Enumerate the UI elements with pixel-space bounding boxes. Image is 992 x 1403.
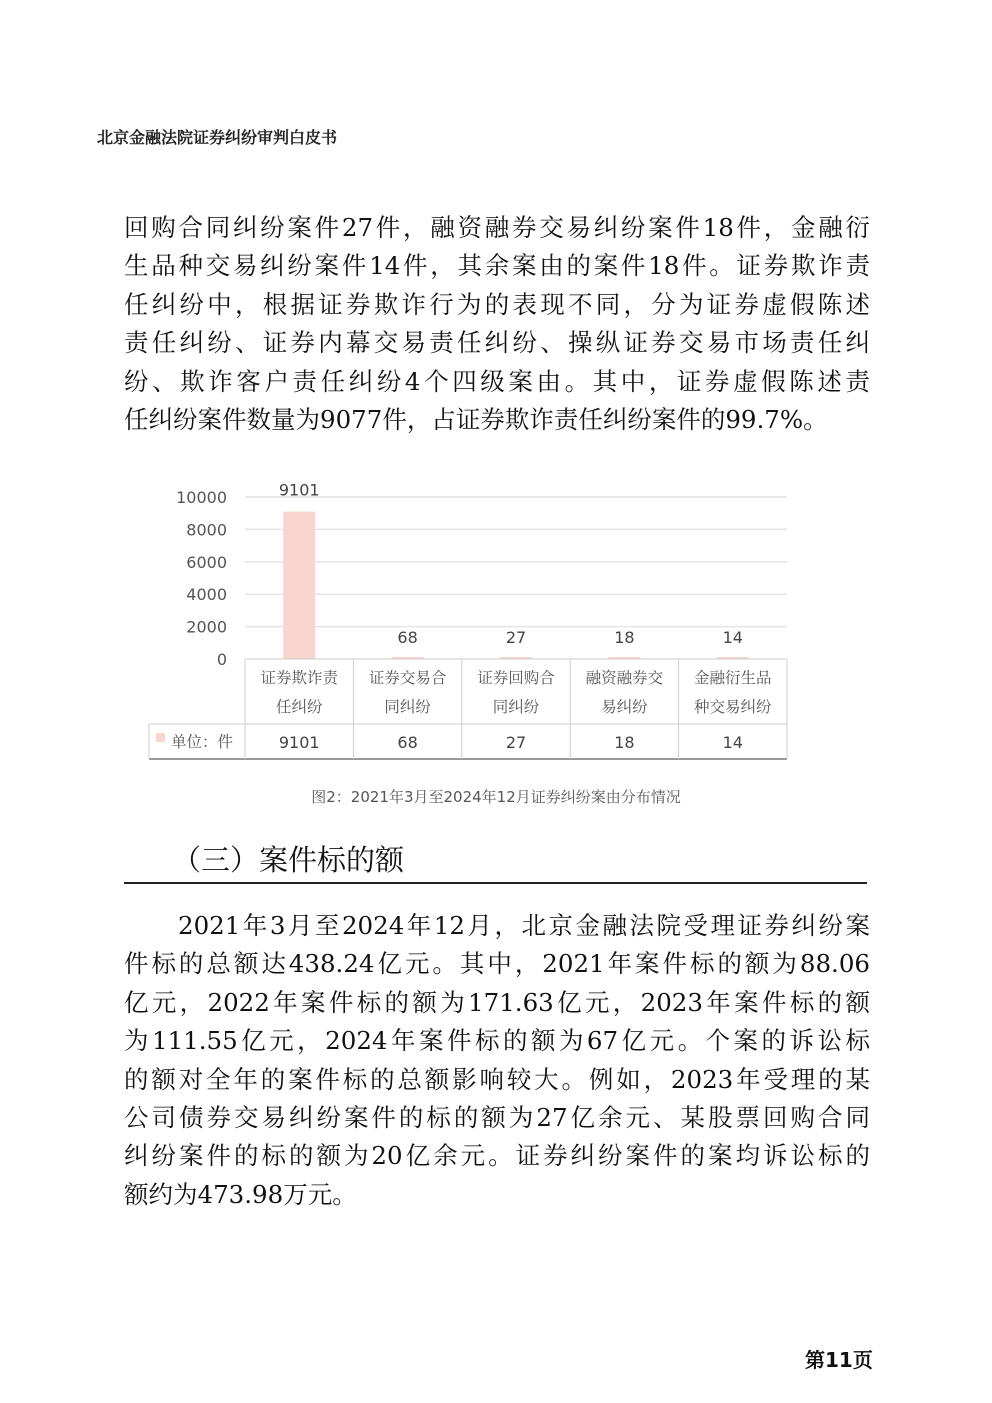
- heading-divider: [124, 882, 867, 884]
- bar: [283, 512, 315, 659]
- category-label: 金融衍生品: [694, 669, 772, 687]
- table-value: 18: [614, 733, 635, 752]
- text-line: 件标的总额达438.24亿元。其中，2021年案件标的额为88.06: [124, 949, 870, 979]
- category-label: 证券欺诈责: [260, 669, 338, 687]
- text-line: 任纠纷中，根据证券欺诈行为的表现不同，分为证券虚假陈述: [124, 289, 870, 319]
- text-line: 的额对全年的案件标的总额影响较大。例如，2023年受理的某: [124, 1064, 870, 1094]
- y-tick-label: 2000: [186, 617, 227, 637]
- data-label: 27: [505, 628, 527, 647]
- category-label: 易纠纷: [601, 698, 648, 716]
- text-line: 回购合同纠纷案件27件，融资融券交易纠纷案件18件，金融衍: [124, 213, 870, 242]
- paragraph-claim-amount: [124, 907, 870, 1214]
- text-line: 生品种交易纠纷案件14件，其余案由的案件18件。证券欺诈责: [124, 251, 870, 281]
- page-number: 第11页: [805, 1348, 873, 1372]
- y-tick-label: 10000: [176, 488, 227, 507]
- table-value: 14: [722, 733, 743, 752]
- table-value: 9101: [278, 733, 320, 752]
- legend-label: 单位：件: [171, 733, 234, 751]
- text-line: 纠纷案件的标的额为20亿余元。证券纠纷案件的案均诉讼标的: [124, 1141, 870, 1171]
- text-line: 公司债券交易纠纷案件的标的额为27亿余元、某股票回购合同: [124, 1102, 870, 1132]
- category-label: 任纠纷: [275, 698, 323, 716]
- text-line: 亿元，2022年案件标的额为171.63亿元，2023年案件标的额: [124, 987, 870, 1017]
- data-label: 14: [722, 628, 743, 647]
- data-label: 18: [614, 628, 635, 647]
- figure-caption: 图2：2021年3月至2024年12月证券纠纷案由分布情况: [311, 788, 681, 806]
- section-heading: （三）案件标的额: [172, 843, 405, 877]
- data-label: 9101: [278, 480, 320, 500]
- category-label: 种交易纠纷: [694, 698, 772, 716]
- table-value: 68: [397, 733, 418, 752]
- y-tick-label: 6000: [186, 552, 227, 572]
- category-label: 证券回购合: [477, 669, 555, 687]
- legend-swatch: [156, 733, 165, 742]
- data-label: 68: [397, 628, 418, 647]
- running-header: 北京金融法院证券纠纷审判白皮书: [97, 128, 338, 147]
- y-tick-label: 0: [216, 650, 227, 669]
- text-line: 任纠纷案件数量为9077件，占证券欺诈责任纠纷案件的99.7%。: [124, 404, 828, 434]
- y-tick-label: 8000: [186, 520, 227, 540]
- text-line: 2021年3月至2024年12月，北京金融法院受理证券纠纷案: [124, 911, 870, 940]
- category-label: 证券交易合: [368, 669, 447, 687]
- text-line: 额约为473.98万元。: [124, 1179, 357, 1209]
- category-label: 融资融券交: [585, 669, 664, 687]
- text-line: 责任纠纷、证券内幕交易责任纠纷、操纵证券交易市场责任纠: [124, 328, 870, 358]
- category-label: 同纠纷: [492, 698, 540, 716]
- text-line: 为111.55亿元，2024年案件标的额为67亿元。个案的诉讼标: [124, 1026, 870, 1056]
- text-line: 纷、欺诈客户责任纠纷4个四级案由。其中，证券虚假陈述责: [124, 366, 870, 396]
- category-label: 同纠纷: [384, 698, 431, 716]
- y-tick-label: 4000: [186, 585, 227, 605]
- table-value: 27: [505, 733, 527, 752]
